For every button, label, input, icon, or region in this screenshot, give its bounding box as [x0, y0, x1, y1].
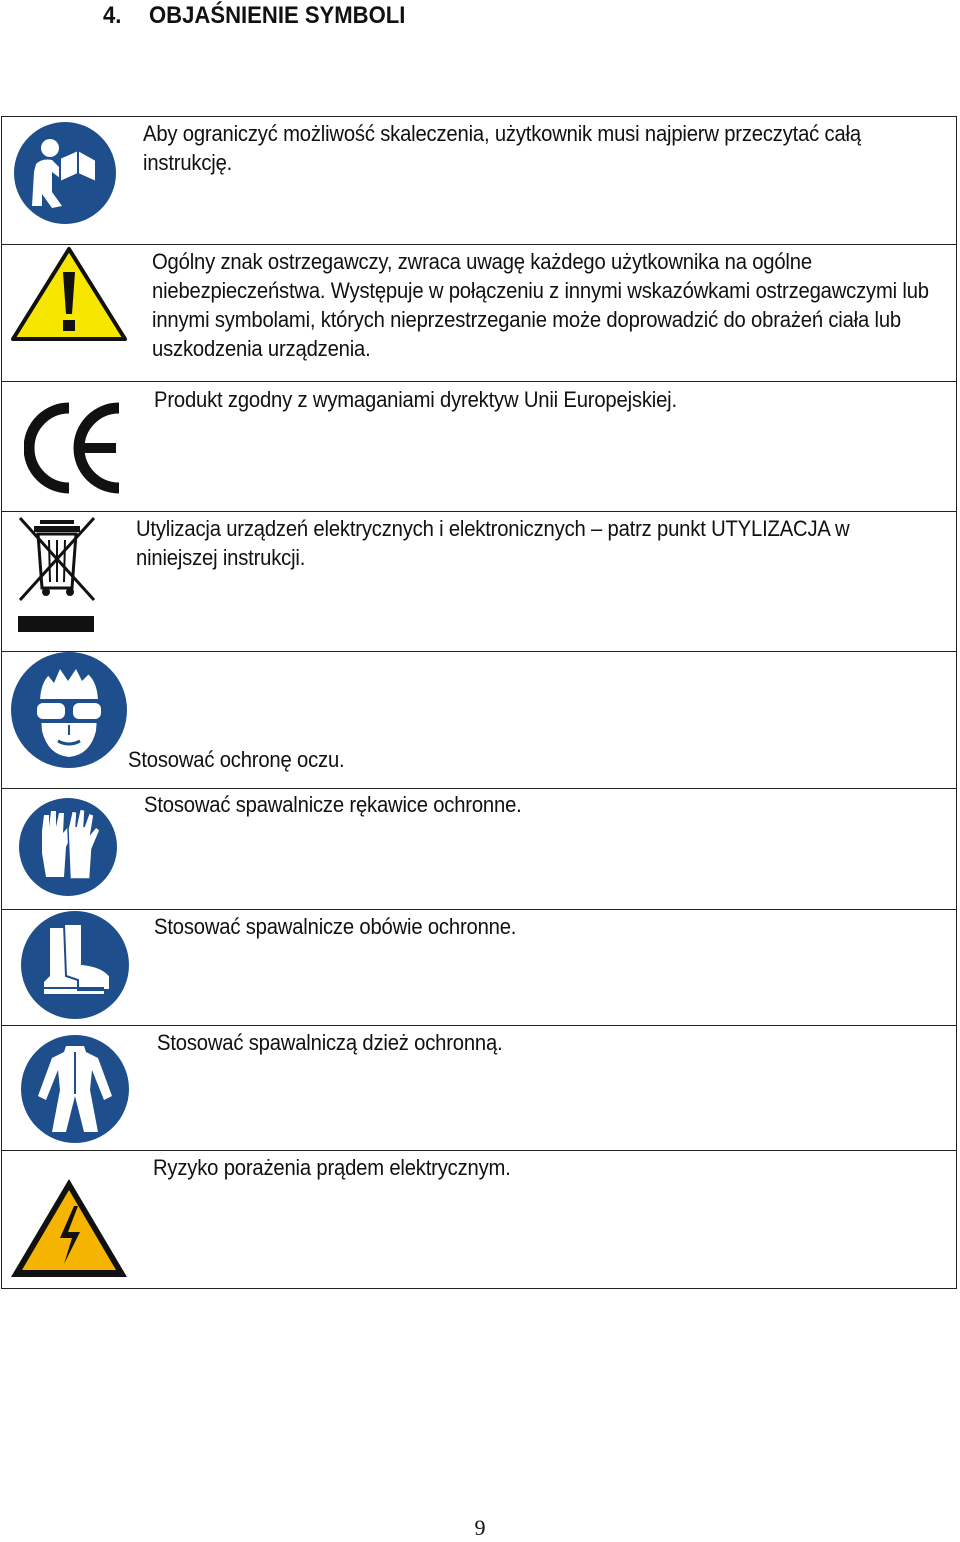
section-title: OBJAŚNIENIE SYMBOLI — [149, 2, 406, 29]
general-warning-icon — [10, 246, 128, 342]
row-divider — [2, 1150, 956, 1151]
symbol-description: Stosować ochronę oczu. — [128, 747, 345, 772]
gloves-icon — [18, 797, 118, 897]
symbol-description: Utylizacja urządzeń elektrycznych i elektronicznych – patrz punkt UTYLIZACJA w niniejszej instrukcji. — [136, 516, 850, 570]
row-divider — [2, 788, 956, 789]
symbol-description: Stosować spawalnicze rękawice ochronne. — [144, 792, 522, 817]
row-divider — [2, 244, 956, 245]
symbol-description: Stosować spawalniczą dzież ochronną. — [157, 1030, 503, 1055]
protective-suit-icon — [20, 1034, 130, 1144]
row-divider — [2, 1025, 956, 1026]
symbol-description: Aby ograniczyć możliwość skaleczenia, użytkownik musi najpierw przeczytać całą instrukcję. — [143, 121, 861, 175]
symbol-description: Ogólny znak ostrzegawczy, zwraca uwagę każdego użytkownika na ogólne niebezpieczeństwa. Występuje w połączeniu z innymi wskazówkami ostrzegawczymi lub innymi symbolami, których nieprzestrzeganie może doprowadzić do obrażeń ciała lub uszkodzenia urządzenia. — [152, 249, 929, 361]
row-divider — [2, 511, 956, 512]
electric-shock-warning-icon — [8, 1176, 130, 1280]
symbol-description: Ryzyko porażenia prądem elektrycznym. — [153, 1155, 511, 1180]
row-divider — [2, 381, 956, 382]
eye-protection-icon — [10, 651, 128, 769]
page-number: 9 — [474, 1515, 486, 1540]
symbol-description: Stosować spawalnicze obówie ochronne. — [154, 914, 517, 939]
read-manual-icon — [12, 120, 118, 226]
row-divider — [2, 909, 956, 910]
weee-crossed-bin-icon — [16, 514, 98, 636]
section-heading — [103, 2, 405, 30]
row-divider — [2, 651, 956, 652]
safety-boots-icon — [20, 910, 130, 1020]
ce-mark-icon — [24, 402, 124, 494]
section-number: 4. — [103, 2, 122, 29]
symbol-description: Produkt zgodny z wymaganiami dyrektyw Unii Europejskiej. — [154, 387, 677, 412]
